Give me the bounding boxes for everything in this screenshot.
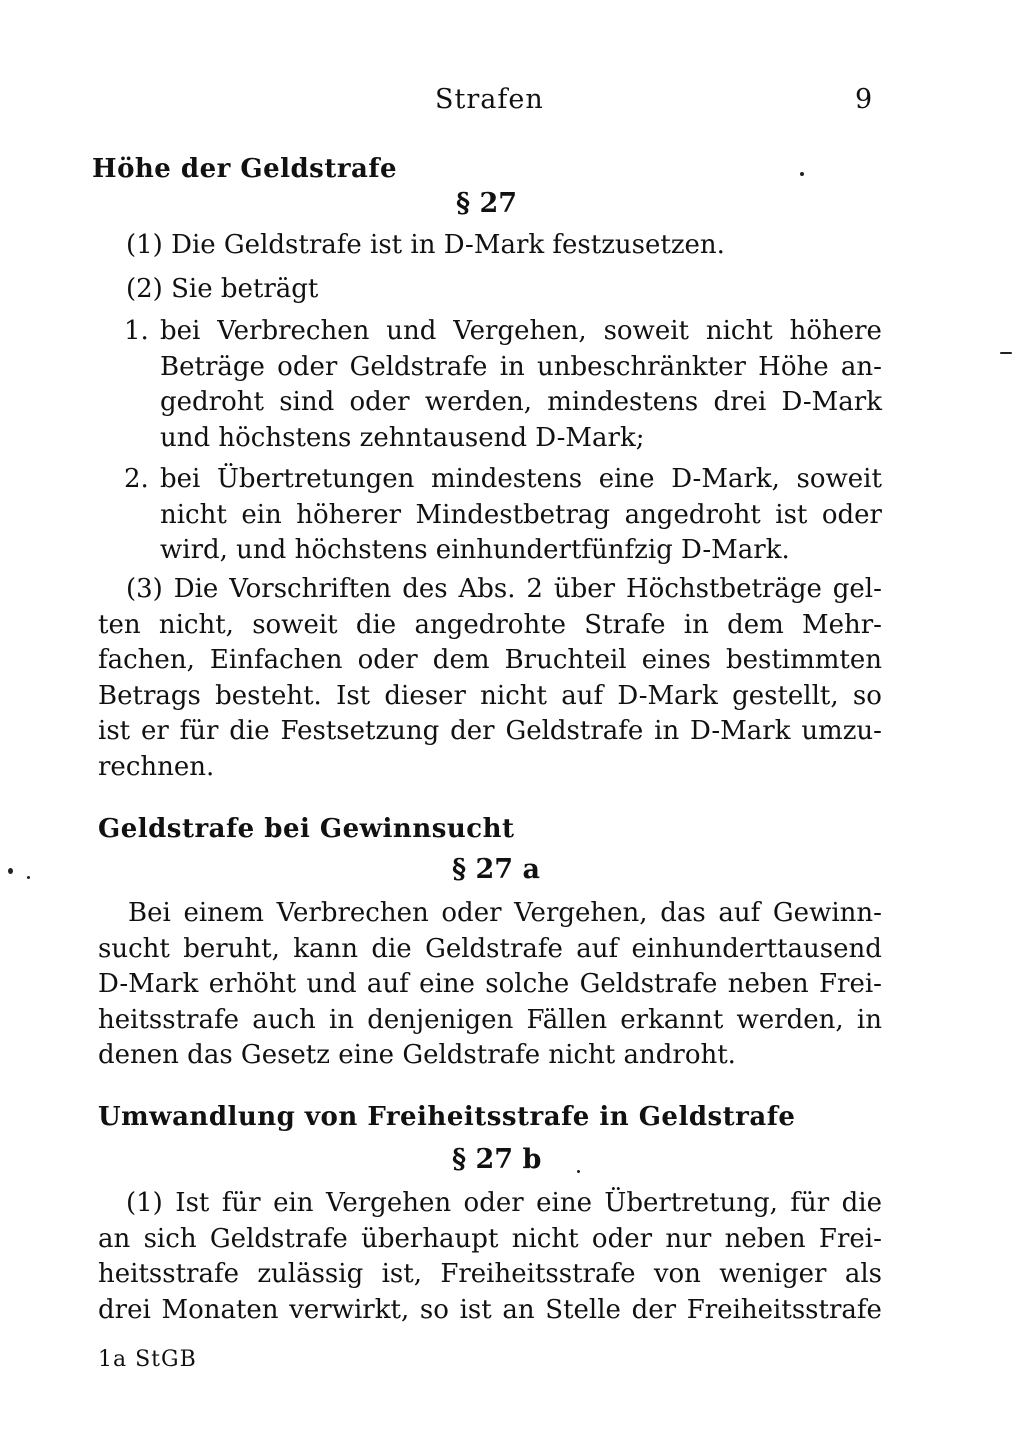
text-line: Beträge oder Geldstrafe in unbeschränkter Höhe an- — [160, 351, 882, 382]
text-line: an sich Geldstrafe überhaupt nicht oder nur neben Frei- — [98, 1223, 882, 1254]
text-line: wird, und höchstens einhundertfünfzig D-Mark. — [160, 535, 790, 565]
section-27b-sign: § 27 b — [452, 1144, 542, 1175]
text-line: (2) Sie beträgt — [126, 274, 319, 304]
text-line: rechnen. — [98, 751, 215, 782]
section-27a-sign: § 27 a — [452, 854, 540, 885]
text-line: denen das Gesetz eine Geldstrafe nicht androht. — [98, 1040, 736, 1070]
text-line: drei Monaten verwirkt, so ist an Stelle der Freiheitsstrafe — [98, 1294, 882, 1325]
scan-speck — [1000, 352, 1012, 354]
text-line: (1) Ist für ein Vergehen oder eine Übertretung, für die — [126, 1188, 882, 1218]
running-title: Strafen — [435, 84, 544, 115]
scan-speck — [577, 1170, 580, 1173]
section-27b-heading: Umwandlung von Freiheitsstrafe in Geldstrafe — [98, 1102, 796, 1132]
text-line: ten nicht, soweit die angedrohte Strafe in dem Mehr- — [98, 609, 882, 640]
scan-speck — [27, 876, 30, 879]
section-27-heading: Höhe der Geldstrafe — [92, 154, 398, 184]
text-line: und höchstens zehntausend D-Mark; — [160, 422, 645, 453]
scan-speck — [8, 868, 13, 874]
section-27-abs3 — [98, 572, 882, 785]
text-line: D-Mark erhöht und auf eine solche Geldstrafe neben Frei- — [98, 969, 882, 999]
signature-mark: 1a StGB — [98, 1347, 197, 1372]
text-line: (1) Die Geldstrafe ist in D-Mark festzusetzen. — [126, 230, 725, 260]
section-27-item1-number: 1. — [124, 316, 149, 346]
text-line: fachen, Einfachen oder dem Bruchteil eines bestimmten — [98, 645, 882, 675]
text-line: Betrags besteht. Ist dieser nicht auf D-Mark gestellt, so — [98, 680, 882, 711]
text-line: sucht beruht, kann die Geldstrafe auf einhunderttausend — [98, 933, 882, 964]
text-line: ist er für die Festsetzung der Geldstrafe in D-Mark umzu- — [98, 716, 882, 746]
section-27b-text — [98, 1186, 882, 1328]
page-number: 9 — [855, 84, 873, 115]
text-line: nicht ein höherer Mindestbetrag angedroht ist oder — [160, 499, 882, 530]
section-27-item2 — [160, 462, 882, 569]
section-27-sign: § 27 — [456, 188, 518, 219]
section-27-item2-number: 2. — [124, 464, 149, 494]
running-head — [0, 84, 1024, 124]
section-27a-text — [98, 896, 882, 1074]
text-line: heitsstrafe zulässig ist, Freiheitsstrafe von weniger als — [98, 1259, 882, 1289]
section-27-abs1 — [126, 228, 886, 264]
text-line: heitsstrafe auch in denjenigen Fällen erkannt werden, in — [98, 1004, 882, 1035]
text-line: bei Übertretungen mindestens eine D-Mark, soweit — [160, 464, 882, 494]
text-line: bei Verbrechen und Vergehen, soweit nicht höhere — [160, 316, 882, 346]
text-line: gedroht sind oder werden, mindestens drei D-Mark — [160, 387, 882, 417]
text-line: Bei einem Verbrechen oder Vergehen, das auf Gewinn- — [128, 898, 882, 928]
scan-speck — [800, 172, 804, 176]
section-27-abs2 — [126, 272, 886, 308]
section-27a-heading: Geldstrafe bei Gewinnsucht — [98, 814, 515, 844]
text-line: (3) Die Vorschriften des Abs. 2 über Höchstbeträge gel- — [126, 574, 882, 604]
section-27-item1 — [160, 314, 882, 456]
